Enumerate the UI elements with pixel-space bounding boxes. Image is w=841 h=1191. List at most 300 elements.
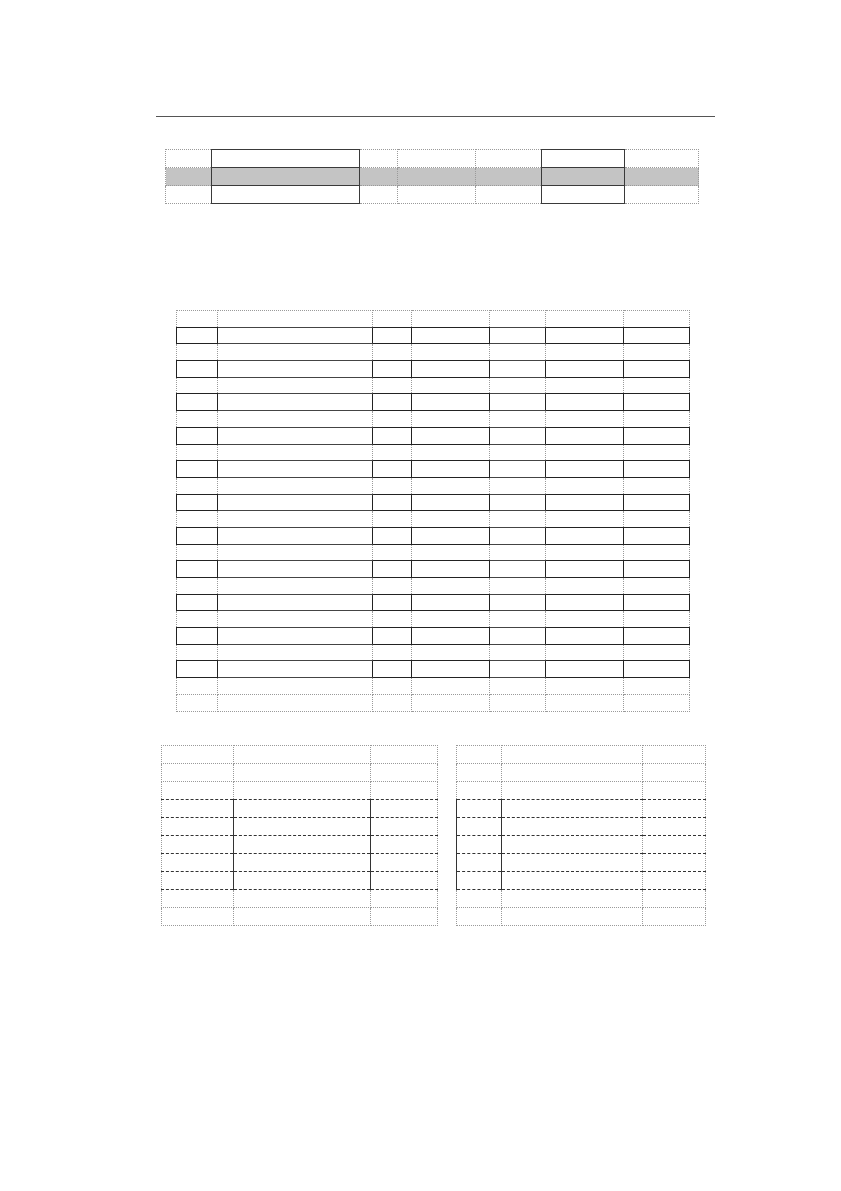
table-cell — [412, 561, 490, 578]
table-cell — [177, 427, 218, 444]
table-cell — [490, 444, 546, 461]
table-cell — [234, 818, 371, 836]
table-cell — [546, 427, 624, 444]
table-row — [177, 427, 690, 444]
table-cell — [624, 327, 690, 344]
table-cell — [490, 461, 546, 478]
table-cell — [218, 561, 373, 578]
table-cell — [412, 444, 490, 461]
table-cell — [502, 854, 643, 872]
table-cell — [546, 377, 624, 394]
table-cell — [624, 311, 690, 328]
table-row — [162, 854, 438, 872]
table-cell — [624, 611, 690, 628]
table-cell — [412, 411, 490, 428]
table-cell — [624, 344, 690, 361]
table-cell — [360, 186, 398, 204]
table-cell — [412, 678, 490, 695]
table-cell — [373, 678, 412, 695]
table-cell — [162, 890, 234, 908]
table-cell — [234, 836, 371, 854]
table-cell — [373, 344, 412, 361]
table-cell — [624, 561, 690, 578]
table-cell — [490, 561, 546, 578]
table-cell — [218, 611, 373, 628]
table-cell — [490, 694, 546, 711]
table-cell — [218, 527, 373, 544]
table-row — [177, 694, 690, 711]
table-row — [457, 782, 706, 800]
table-cell — [177, 461, 218, 478]
table-cell — [218, 494, 373, 511]
table-cell — [218, 427, 373, 444]
table-cell — [546, 594, 624, 611]
table-row — [457, 908, 706, 926]
table-row — [177, 477, 690, 494]
table-cell — [234, 782, 371, 800]
table-cell — [373, 694, 412, 711]
table-cell — [643, 854, 706, 872]
table-cell — [162, 836, 234, 854]
table-cell — [398, 168, 476, 186]
table-cell — [162, 908, 234, 926]
table-cell — [412, 511, 490, 528]
table-row — [177, 527, 690, 544]
table-cell — [643, 818, 706, 836]
table-row — [162, 764, 438, 782]
table-cell — [218, 661, 373, 678]
table-cell — [502, 800, 643, 818]
table-cell — [546, 444, 624, 461]
table-cell — [490, 311, 546, 328]
table-cell — [502, 872, 643, 890]
table-cell — [457, 800, 502, 818]
table-cell — [457, 854, 502, 872]
table-cell — [177, 361, 218, 378]
table-cell — [624, 694, 690, 711]
table-row — [457, 800, 706, 818]
table-cell — [177, 527, 218, 544]
table-cell — [177, 444, 218, 461]
table-cell — [371, 746, 438, 764]
table-cell — [542, 168, 625, 186]
table-cell — [412, 544, 490, 561]
table-cell — [177, 694, 218, 711]
table-row — [177, 394, 690, 411]
table-cell — [624, 594, 690, 611]
table-row — [162, 872, 438, 890]
table-cell — [373, 361, 412, 378]
table-cell — [457, 818, 502, 836]
table-row — [162, 908, 438, 926]
table-cell — [234, 872, 371, 890]
table-cell — [177, 561, 218, 578]
table-cell — [625, 150, 699, 168]
table-cell — [166, 186, 212, 204]
table-cell — [212, 168, 360, 186]
table-cell — [177, 327, 218, 344]
table-cell — [546, 344, 624, 361]
table-cell — [546, 544, 624, 561]
table-cell — [373, 327, 412, 344]
table-cell — [212, 150, 360, 168]
table-cell — [490, 394, 546, 411]
table-cell — [371, 836, 438, 854]
table-cell — [643, 872, 706, 890]
table-cell — [624, 427, 690, 444]
table-cell — [371, 908, 438, 926]
table-cell — [234, 800, 371, 818]
table-row — [177, 327, 690, 344]
table-cell — [490, 661, 546, 678]
table-cell — [457, 782, 502, 800]
table-cell — [490, 678, 546, 695]
table-cell — [371, 872, 438, 890]
table-cell — [177, 311, 218, 328]
table-cell — [490, 327, 546, 344]
table-cell — [162, 872, 234, 890]
table-cell — [177, 611, 218, 628]
table-cell — [218, 444, 373, 461]
table-cell — [373, 578, 412, 595]
table-cell — [412, 494, 490, 511]
table-cell — [490, 511, 546, 528]
table-cell — [398, 186, 476, 204]
table-cell — [643, 782, 706, 800]
table-cell — [643, 746, 706, 764]
table-cell — [624, 461, 690, 478]
table-cell — [546, 327, 624, 344]
table-cell — [490, 527, 546, 544]
table-cell — [624, 361, 690, 378]
table-cell — [162, 746, 234, 764]
table-cell — [412, 427, 490, 444]
table-cell — [546, 611, 624, 628]
table-cell — [371, 800, 438, 818]
table-cell — [218, 311, 373, 328]
table-cell — [502, 836, 643, 854]
table-row — [177, 311, 690, 328]
table-cell — [546, 644, 624, 661]
table-row — [177, 678, 690, 695]
table-cell — [162, 782, 234, 800]
table-cell — [624, 444, 690, 461]
table-cell — [490, 477, 546, 494]
table-cell — [643, 908, 706, 926]
table-row — [177, 461, 690, 478]
table-cell — [412, 361, 490, 378]
table-cell — [177, 494, 218, 511]
table-cell — [373, 427, 412, 444]
table-cell — [476, 186, 542, 204]
table-cell — [218, 327, 373, 344]
table-cell — [234, 890, 371, 908]
table-cell — [457, 836, 502, 854]
table-cell — [218, 644, 373, 661]
table-cell — [371, 782, 438, 800]
table-cell — [624, 494, 690, 511]
table-row — [457, 854, 706, 872]
table-row — [177, 377, 690, 394]
table-row — [162, 746, 438, 764]
table-cell — [412, 694, 490, 711]
table-cell — [490, 411, 546, 428]
table-cell — [373, 661, 412, 678]
table-cell — [412, 344, 490, 361]
table-cell — [625, 186, 699, 204]
table-cell — [177, 394, 218, 411]
table-cell — [490, 361, 546, 378]
table-row — [162, 836, 438, 854]
table-cell — [234, 746, 371, 764]
table-cell — [218, 394, 373, 411]
table-cell — [373, 494, 412, 511]
table-cell — [373, 461, 412, 478]
table-cell — [643, 764, 706, 782]
table-cell — [546, 411, 624, 428]
table-cell — [218, 361, 373, 378]
table-cell — [218, 628, 373, 645]
table-cell — [373, 561, 412, 578]
table-cell — [457, 890, 502, 908]
table-cell — [546, 394, 624, 411]
table-cell — [546, 361, 624, 378]
table-cell — [412, 327, 490, 344]
table-cell — [162, 764, 234, 782]
table-cell — [412, 611, 490, 628]
table-cell — [373, 544, 412, 561]
table-cell — [490, 544, 546, 561]
table-cell — [373, 411, 412, 428]
table-cell — [371, 890, 438, 908]
table-cell — [624, 578, 690, 595]
table-cell — [542, 186, 625, 204]
table-cell — [373, 611, 412, 628]
left-summary-table — [161, 745, 438, 926]
table-cell — [373, 377, 412, 394]
table-cell — [218, 477, 373, 494]
table-cell — [412, 644, 490, 661]
table-row — [162, 818, 438, 836]
table-cell — [162, 800, 234, 818]
table-cell — [457, 908, 502, 926]
table-cell — [502, 746, 643, 764]
table-row — [166, 168, 699, 186]
table-cell — [546, 628, 624, 645]
table-cell — [490, 594, 546, 611]
table-cell — [624, 477, 690, 494]
table-cell — [177, 644, 218, 661]
table-cell — [371, 818, 438, 836]
table-cell — [546, 561, 624, 578]
table-cell — [490, 578, 546, 595]
header-rule — [156, 116, 715, 117]
table-cell — [218, 594, 373, 611]
table-row — [177, 628, 690, 645]
table-cell — [546, 511, 624, 528]
table-cell — [177, 544, 218, 561]
table-cell — [624, 411, 690, 428]
table-row — [457, 890, 706, 908]
table-cell — [218, 678, 373, 695]
table-cell — [542, 150, 625, 168]
table-cell — [166, 150, 212, 168]
table-row — [177, 594, 690, 611]
table-cell — [412, 477, 490, 494]
table-cell — [546, 578, 624, 595]
table-cell — [502, 764, 643, 782]
table-cell — [624, 678, 690, 695]
table-row — [457, 872, 706, 890]
table-cell — [162, 818, 234, 836]
table-cell — [412, 578, 490, 595]
table-cell — [490, 344, 546, 361]
table-cell — [177, 477, 218, 494]
table-cell — [360, 168, 398, 186]
table-cell — [218, 377, 373, 394]
table-cell — [624, 377, 690, 394]
main-table — [176, 310, 690, 712]
header-table — [165, 149, 699, 204]
table-cell — [218, 578, 373, 595]
table-cell — [490, 611, 546, 628]
table-cell — [546, 527, 624, 544]
table-cell — [218, 461, 373, 478]
table-cell — [412, 527, 490, 544]
table-cell — [412, 594, 490, 611]
table-row — [177, 561, 690, 578]
table-cell — [476, 150, 542, 168]
table-row — [177, 544, 690, 561]
table-cell — [177, 678, 218, 695]
table-cell — [490, 628, 546, 645]
table-cell — [218, 511, 373, 528]
table-cell — [373, 527, 412, 544]
table-cell — [234, 908, 371, 926]
table-cell — [546, 477, 624, 494]
table-cell — [502, 818, 643, 836]
table-cell — [490, 494, 546, 511]
table-row — [162, 782, 438, 800]
table-cell — [177, 594, 218, 611]
table-cell — [624, 527, 690, 544]
table-cell — [490, 644, 546, 661]
table-row — [177, 494, 690, 511]
table-row — [457, 836, 706, 854]
table-row — [177, 344, 690, 361]
table-cell — [546, 694, 624, 711]
table-cell — [457, 764, 502, 782]
table-cell — [457, 746, 502, 764]
table-cell — [373, 594, 412, 611]
table-cell — [373, 644, 412, 661]
table-row — [177, 661, 690, 678]
table-cell — [177, 411, 218, 428]
table-cell — [412, 461, 490, 478]
table-cell — [177, 628, 218, 645]
table-row — [166, 150, 699, 168]
table-row — [177, 644, 690, 661]
table-row — [162, 800, 438, 818]
table-row — [177, 578, 690, 595]
table-cell — [218, 411, 373, 428]
table-cell — [546, 494, 624, 511]
table-cell — [373, 511, 412, 528]
table-row — [457, 818, 706, 836]
table-cell — [624, 511, 690, 528]
table-cell — [643, 836, 706, 854]
table-cell — [412, 311, 490, 328]
table-cell — [166, 168, 212, 186]
table-cell — [218, 344, 373, 361]
table-cell — [162, 854, 234, 872]
table-cell — [624, 544, 690, 561]
table-row — [162, 890, 438, 908]
table-cell — [624, 628, 690, 645]
table-cell — [502, 908, 643, 926]
table-cell — [457, 872, 502, 890]
table-cell — [490, 427, 546, 444]
table-cell — [643, 890, 706, 908]
table-cell — [546, 678, 624, 695]
table-cell — [624, 644, 690, 661]
table-row — [457, 746, 706, 764]
table-cell — [625, 168, 699, 186]
table-cell — [218, 544, 373, 561]
table-row — [177, 411, 690, 428]
table-cell — [373, 311, 412, 328]
table-cell — [490, 377, 546, 394]
table-cell — [371, 764, 438, 782]
table-row — [177, 611, 690, 628]
table-cell — [502, 782, 643, 800]
table-cell — [624, 394, 690, 411]
table-cell — [373, 628, 412, 645]
table-cell — [234, 854, 371, 872]
table-cell — [373, 444, 412, 461]
table-cell — [177, 578, 218, 595]
table-cell — [546, 661, 624, 678]
table-cell — [502, 890, 643, 908]
table-cell — [373, 394, 412, 411]
table-row — [177, 444, 690, 461]
table-cell — [412, 377, 490, 394]
right-summary-table — [456, 745, 706, 926]
table-cell — [412, 661, 490, 678]
table-cell — [373, 477, 412, 494]
table-cell — [177, 377, 218, 394]
table-cell — [643, 800, 706, 818]
table-cell — [212, 186, 360, 204]
table-cell — [234, 764, 371, 782]
table-cell — [546, 311, 624, 328]
table-cell — [177, 344, 218, 361]
table-cell — [476, 168, 542, 186]
table-cell — [546, 461, 624, 478]
table-cell — [398, 150, 476, 168]
table-row — [166, 186, 699, 204]
table-cell — [218, 694, 373, 711]
table-cell — [412, 394, 490, 411]
table-row — [457, 764, 706, 782]
table-row — [177, 361, 690, 378]
table-cell — [360, 150, 398, 168]
table-row — [177, 511, 690, 528]
table-cell — [624, 661, 690, 678]
table-cell — [177, 511, 218, 528]
table-cell — [177, 661, 218, 678]
table-cell — [371, 854, 438, 872]
